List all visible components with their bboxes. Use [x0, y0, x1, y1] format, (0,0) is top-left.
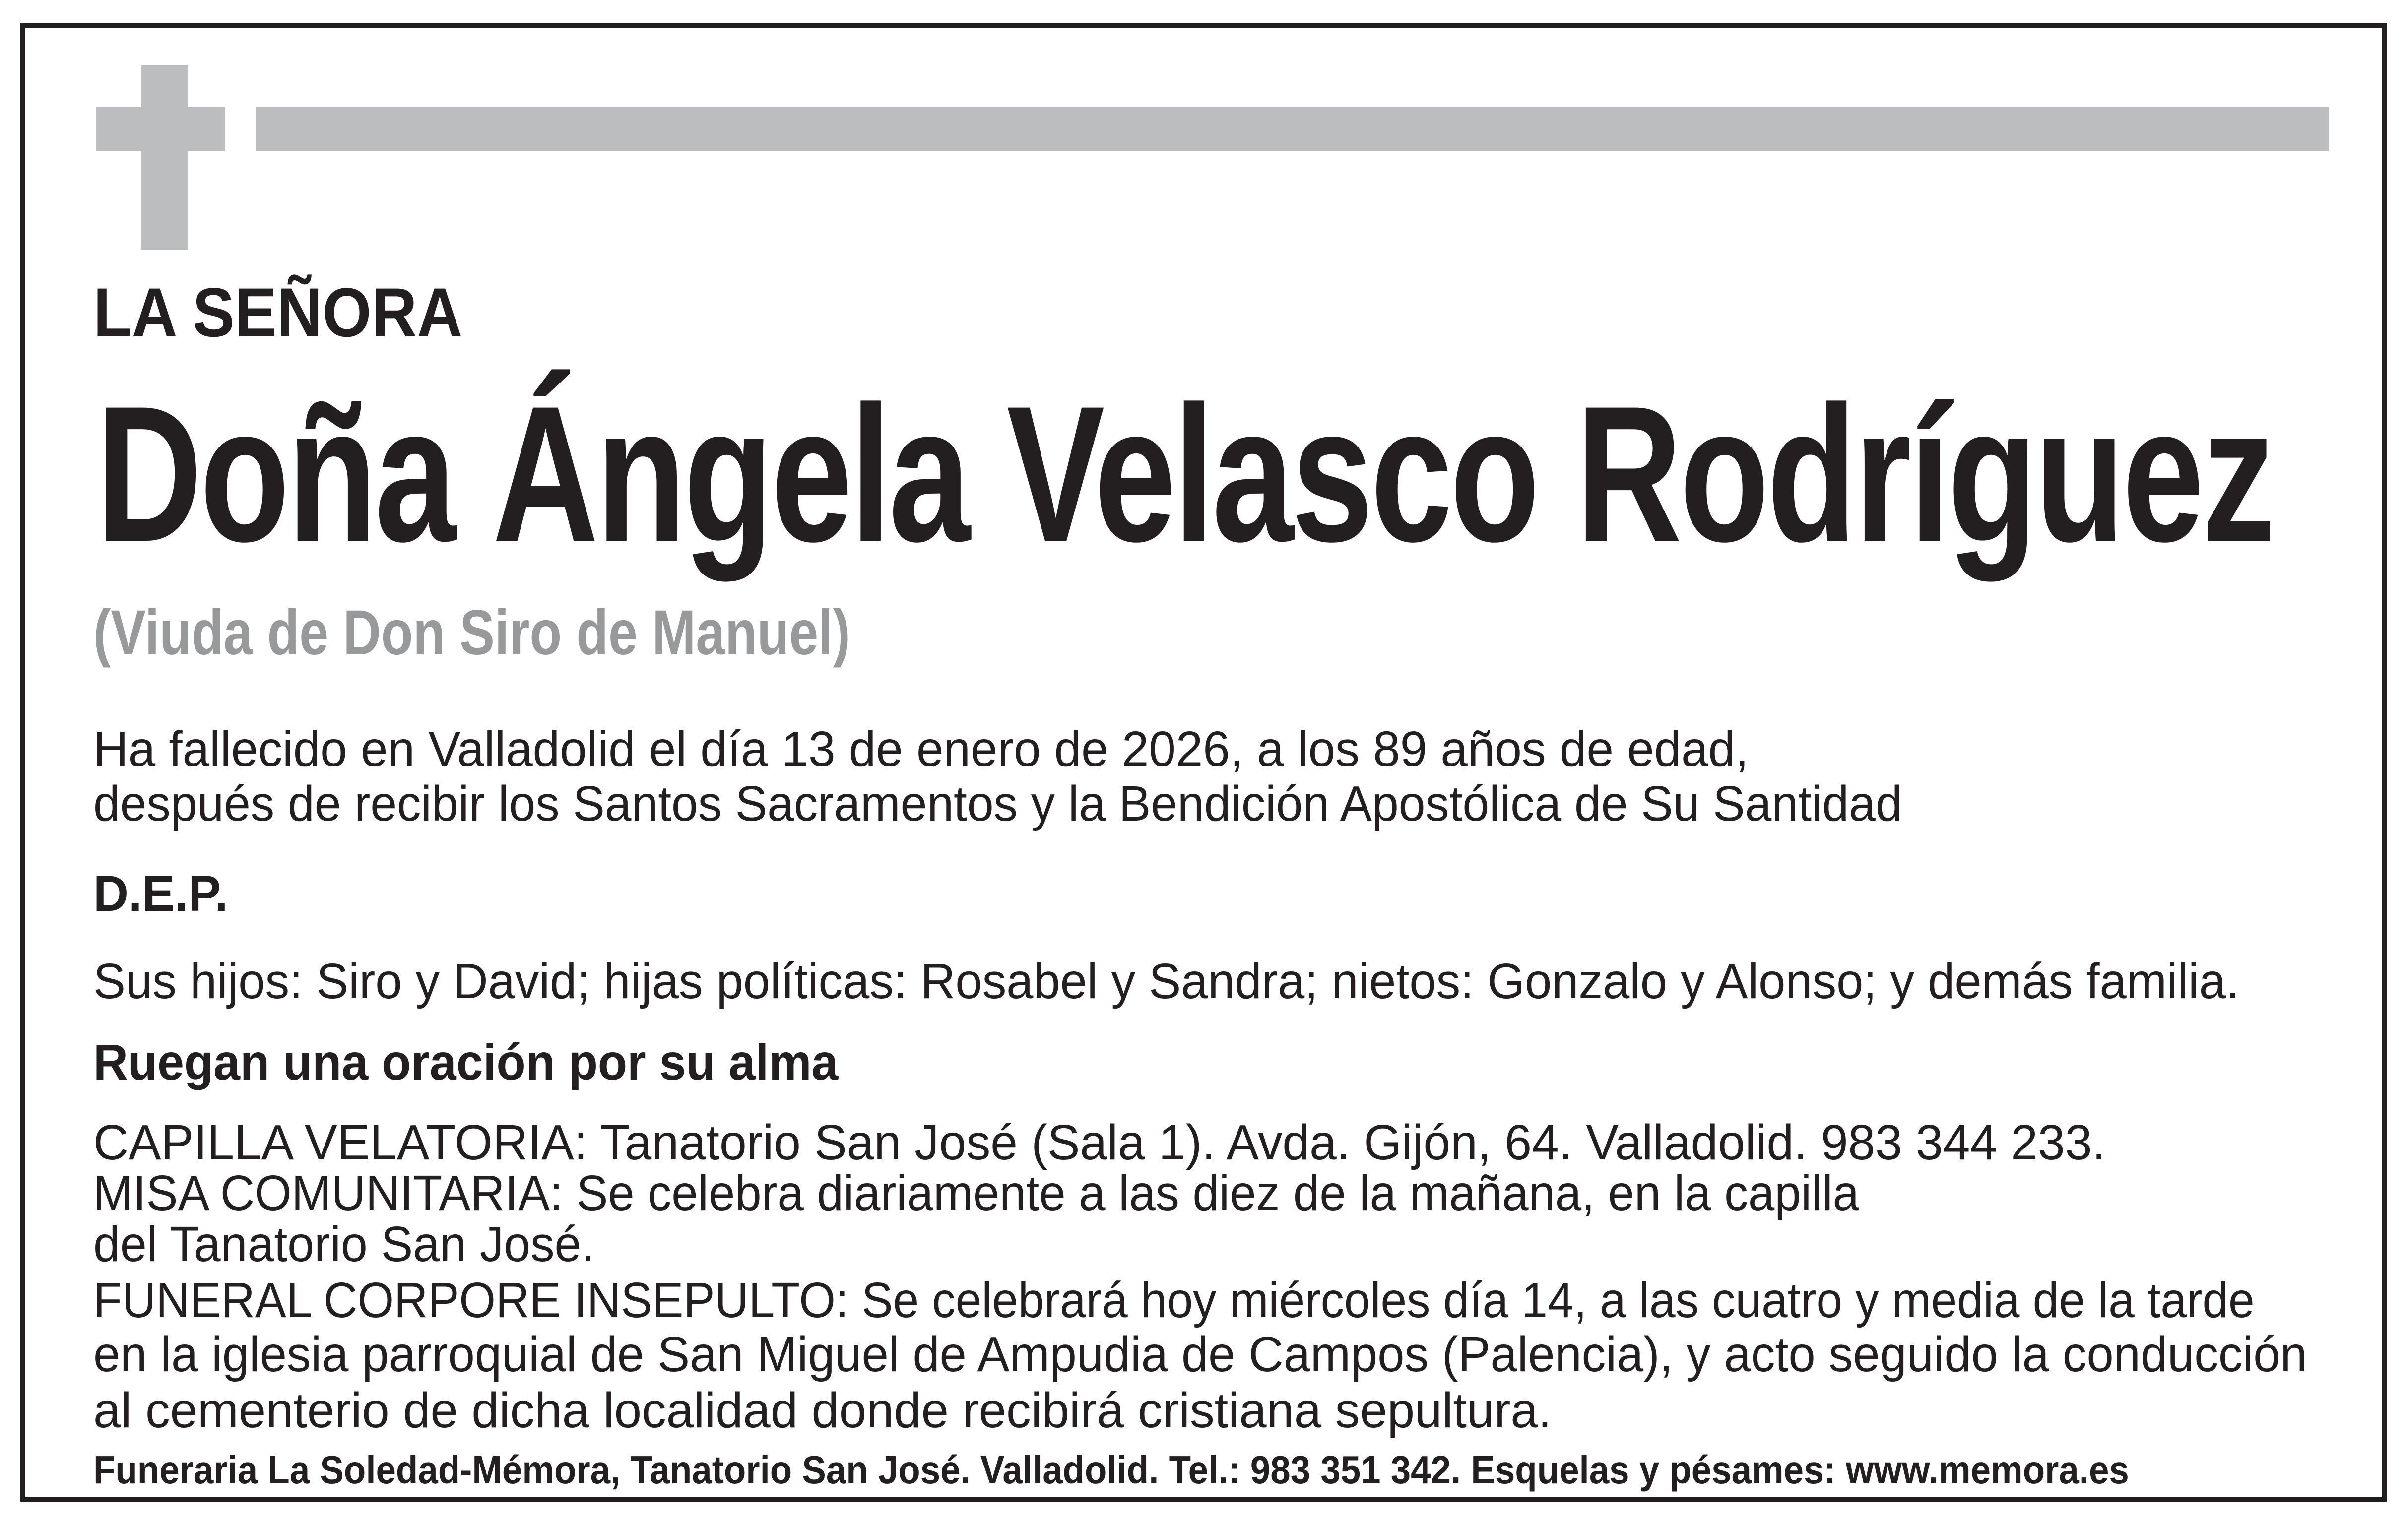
family-line: Sus hijos: Siro y David; hijas políticas: Rosabel y Sandra; nietos: Gonzalo y Alonso; y demás familia. — [93, 954, 2240, 1009]
service-line-6: al cementerio de dicha localidad donde recibirá cristiana sepultura. — [93, 1383, 1552, 1438]
service-line-1: CAPILLA VELATORIA: Tanatorio San José (Sala 1). Avda. Gijón, 64. Valladolid. 983 344 233. — [93, 1115, 2106, 1170]
service-line-4: FUNERAL CORPORE INSEPULTO: Se celebrará hoy miércoles día 14, a las cuatro y media de la tarde — [93, 1273, 2255, 1328]
service-line-3: del Tanatorio San José. — [93, 1216, 595, 1272]
rip-label: D.E.P. — [93, 865, 228, 922]
service-line-5: en la iglesia parroquial de San Miguel de Ampudia de Campos (Palencia), y acto seguido la conducción — [93, 1327, 2307, 1382]
cross-horizontal — [96, 107, 225, 151]
subtitle: (Viuda de Don Siro de Manuel) — [93, 597, 850, 668]
cross-vertical — [141, 65, 188, 250]
footer-credits: Funeraria La Soledad-Mémora, Tanatorio San José. Valladolid. Tel.: 983 351 342. Esquelas y pésames: www.memora.es — [93, 1448, 2129, 1492]
header-divider-bar — [256, 107, 2329, 151]
death-line-1: Ha fallecido en Valladolid el día 13 de enero de 2026, a los 89 años de edad, — [93, 721, 1749, 777]
service-line-2: MISA COMUNITARIA: Se celebra diariamente a las diez de la mañana, en la capilla — [93, 1165, 1859, 1221]
title-label: LA SEÑORA — [93, 273, 463, 351]
prayer-line: Ruegan una oración por su alma — [93, 1034, 839, 1090]
deceased-name: Doña Ángela Velasco Rodríguez — [96, 366, 2273, 582]
death-line-2: después de recibir los Santos Sacramentos y la Bendición Apostólica de Su Santidad — [93, 776, 1902, 831]
